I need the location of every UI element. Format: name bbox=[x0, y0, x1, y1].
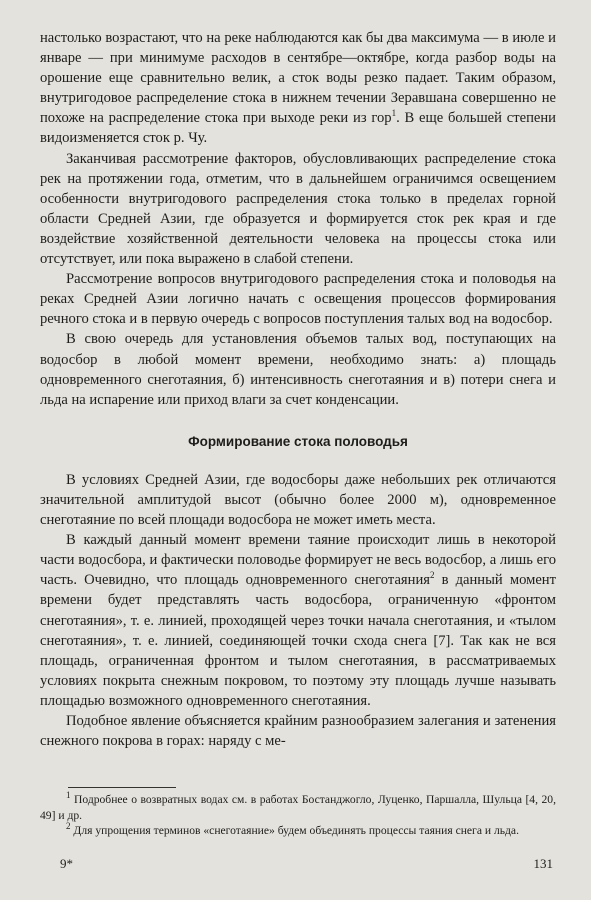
footnotes bbox=[40, 792, 556, 839]
paragraph-6: В каждый данный момент времени таяние происходит лишь в некоторой части водосбора, и фактически половодье формирует не весь водосбор, а лишь его часть. Очевидно, что площадь одновременного снеготаяния$^2$ в данный момент времени будет представлять часть водосбора, ограниченную «фронтом снеготаяния», т. е. линией, проходящей через точки начала снеготаяния, и «тылом снеготаяния», т. е. линией, соединяющей точки схода снега [7]. Так как не вся площадь, ограниченная фронтом и тылом снеготаяния, в рассматриваемых условиях покрыта снежным покровом, то поэтому эту площадь лучше называть площадью возможного одновременного снеготаяния. bbox=[40, 532, 556, 709]
paragraph-5: В условиях Средней Азии, где водосборы даже небольших рек отличаются значительной амплитудой высот (обычно более 2000 м), одновременное снеготаяние по всей площади водосбора не может иметь места. bbox=[40, 471, 556, 529]
section-heading: Формирование стока половодья bbox=[188, 433, 408, 449]
paragraph-3: Рассмотрение вопросов внутригодового распределения стока и половодья на реках Средней Азии логично начать с освещения процессов формирования речного стока и в первую очередь с вопросов поступления талых вод на водосбор. bbox=[40, 271, 556, 328]
paragraph-4: В свою очередь для установления объемов талых вод, поступающих на водосбор в любой момент времени, необходимо знать: а) площадь одновременного снеготаяния, б) интенсивность снеготаяния и в) потери снега и льда на испарение или приход влаги за счет конденсации. bbox=[40, 331, 556, 408]
paragraph-2: Заканчивая рассмотрение факторов, обусловливающих распределение стока рек на протяжении года, отметим, что в дальнейшем ограничимся освещением особенности внутригодового распределения стока только в пределах горной области Средней Азии, где образуется и формируется сток рек края и где воздействие хозяйственной деятельности человека на процессы стока или отсутствует, или пока выражено в слабой степени. bbox=[40, 150, 556, 268]
paragraph-1: настолько возрастают, что на реке наблюдаются как бы два максимума — в июле и январе — при минимуме расходов в сентябре—октябре, когда разбор воды на орошение еще сравнительно велик, а сток воды резко падает. Таким образом, внутригодовое распределение стока в нижнем течении Зеравшана совершенно не похоже на распределение стока при выходе реки из гор$^1$. В еще большей степени видоизменяется сток р. Чу. bbox=[40, 30, 556, 147]
paragraph-7: Подобное явление объясняется крайним разнообразием залегания и затенения снежного покрова в горах: наряду с ме- bbox=[40, 713, 556, 750]
page-number: 131 bbox=[533, 856, 553, 871]
printer-signature: 9* bbox=[60, 856, 73, 871]
footnote-mark-1: 1 bbox=[391, 108, 397, 119]
footnote-divider bbox=[68, 787, 176, 788]
footnote-mark-2: 2 bbox=[429, 570, 435, 581]
footnote-1: $^1$ Подробнее о возвратных водах см. в работах Бостанджогло, Луценко, Паршалла, Шульца [4, 20, 49] и др. bbox=[40, 790, 556, 822]
body-text bbox=[40, 28, 556, 751]
footnote-2: $^2$ Для упрощения терминов «снеготаяние» будем объединять процессы таяния снега и льда. bbox=[66, 821, 519, 837]
